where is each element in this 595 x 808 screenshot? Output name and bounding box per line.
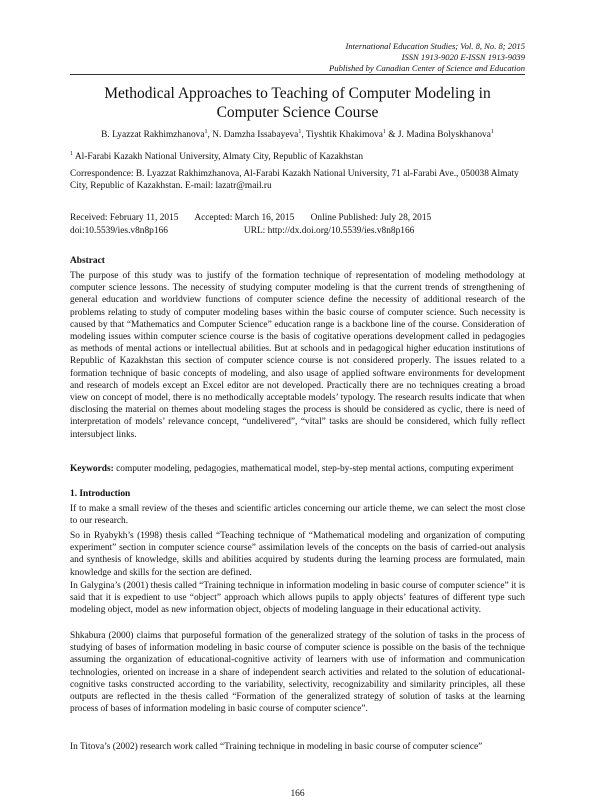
affiliation-mark: 1 bbox=[70, 150, 73, 157]
affiliation bbox=[70, 151, 525, 163]
author-affiliation-mark: 1 bbox=[204, 128, 208, 135]
header-rule bbox=[70, 74, 525, 75]
author-name: N. Damzha Issabayeva bbox=[212, 130, 299, 140]
journal-header bbox=[329, 41, 525, 74]
title-line-2: Computer Science Course bbox=[216, 104, 379, 121]
doi-line bbox=[70, 225, 525, 237]
author-list bbox=[70, 129, 525, 141]
body-paragraph: So in Ryabykh’s (1998) thesis called “Teaching technique of “Mathematical modeling and organization of computing experiment” section in computer science course” assimilation levels of the concepts on the basis of carried-out analysis and synthesis of knowledge, skills and abilities acquired by students during the learning process are formulated, main knowledge and skills for the section are defined. bbox=[70, 531, 525, 578]
body-paragraph: If to make a small review of the theses and scientific articles concerning our article theme, we can select the most close to our research. bbox=[70, 504, 525, 527]
author-affiliation-mark: 1 bbox=[490, 128, 494, 135]
keywords-text: computer modeling, pedagogies, mathematical model, step-by-step mental actions, computing experiment bbox=[113, 464, 514, 474]
doi-url[interactable]: URL: http://dx.doi.org/10.5539/ies.v8n8p166 bbox=[243, 226, 415, 236]
publication-dates bbox=[70, 212, 525, 224]
abstract-text: The purpose of this study was to justify of the formation technique of representation of modeling methodology at computer science lessons. The necessity of studying computer modeling is that the current trends of strengthening of general education and worldview functions of computer science define the necessity of additional research of the problems relating to study of computer modeling bases within the basic course of computer science. Such necessity is caused by that “Mathematics and Computer Science” education range is a backbone line of the course. Consideration of modeling issues within computer science course is the basis of cogitative operations development called in pedagogies as methods of mental actions or intellectual abilities. But at schools and in pedagogical higher education institutions of Republic of Kazakhstan this section of computer science course is not considered properly. The issues related to a formation technique of basic concepts of modeling, and also usage of applied software environments for development and research of models except an Excel editor are not developed. Practically there are no techniques creating a broad view on concept of model, there is no methodically acceptable models’ typology. The research results indicate that when disclosing the material on themes about modeling stages the process is should be considered as cyclic, there is need of interpretation of models’ relevance concept, “undelivered”, “vital” tasks are should be considered, which fully reflect intersubject links. bbox=[70, 271, 525, 440]
body-paragraph: In Galygina’s (2001) thesis called “Training technique in information modeling in basic course of computer science” it is said that it is expedient to use “object” approach which allows pupils to apply objects’ features of different type such modeling object, model as new information object, objects of modeling language in their educational activity. bbox=[70, 581, 525, 616]
abstract-heading: Abstract bbox=[70, 256, 105, 266]
journal-issn: ISSN 1913-9020 E-ISSN 1913-9039 bbox=[401, 52, 525, 62]
correspondence: Correspondence: B. Lyazzat Rakhimzhanova, Al-Farabi Kazakh National University, 71 al-Farabi Ave., 050038 Almaty City, Republic of Kazakhstan. E-mail: lazatr@mail.ru bbox=[70, 169, 519, 192]
author-separator: , bbox=[207, 130, 213, 140]
keywords bbox=[70, 463, 525, 475]
author-separator: & bbox=[385, 130, 398, 140]
journal-publisher: Published by Canadian Center of Science and Education bbox=[329, 63, 525, 73]
page-number: 166 bbox=[290, 789, 305, 799]
body-paragraph: Shkabura (2000) claims that purposeful formation of the generalized strategy of the solution of tasks in the process of studying of bases of information modeling in basic course of computer science is possible on the basis of the technique assuming the organization of educational-cognitive activity of learners with use of information and communication technologies, oriented on increase in a share of independent search activities and related to the solution of educational-cognitive tasks constructed according to the variability, selectivity, recognizability and similarity principles, all these outputs are reflected in the thesis called “Formation of the generalized strategy of solution of tasks at the learning process of bases of information modeling in basic course of computer science”. bbox=[70, 631, 525, 715]
published-date: Online Published: July 28, 2015 bbox=[310, 213, 432, 223]
paper-title bbox=[70, 84, 525, 122]
section-heading-introduction: 1. Introduction bbox=[70, 489, 131, 499]
author-name: J. Madina Bolyskhanova bbox=[397, 130, 491, 140]
author-separator: , bbox=[301, 130, 306, 140]
title-line-1: Methodical Approaches to Teaching of Computer Modeling in bbox=[104, 85, 491, 102]
journal-volume: International Education Studies; Vol. 8, No. 8; 2015 bbox=[345, 41, 525, 51]
accepted-date: Accepted: March 16, 2015 bbox=[194, 213, 295, 223]
author-affiliation-mark: 1 bbox=[298, 128, 302, 135]
author-name: B. Lyazzat Rakhimzhanova bbox=[101, 130, 205, 140]
doi[interactable]: doi:10.5539/ies.v8n8p166 bbox=[70, 226, 168, 236]
author-affiliation-mark: 1 bbox=[382, 128, 386, 135]
received-date: Received: February 11, 2015 bbox=[70, 213, 179, 223]
body-paragraph: In Titova’s (2002) research work called “Training technique in modeling in basic course of computer science” bbox=[70, 742, 483, 752]
affiliation-text: Al-Farabi Kazakh National University, Almaty City, Republic of Kazakhstan bbox=[73, 152, 364, 162]
author-name: Tiyshtik Khakimova bbox=[305, 130, 383, 140]
keywords-label: Keywords: bbox=[70, 464, 114, 474]
